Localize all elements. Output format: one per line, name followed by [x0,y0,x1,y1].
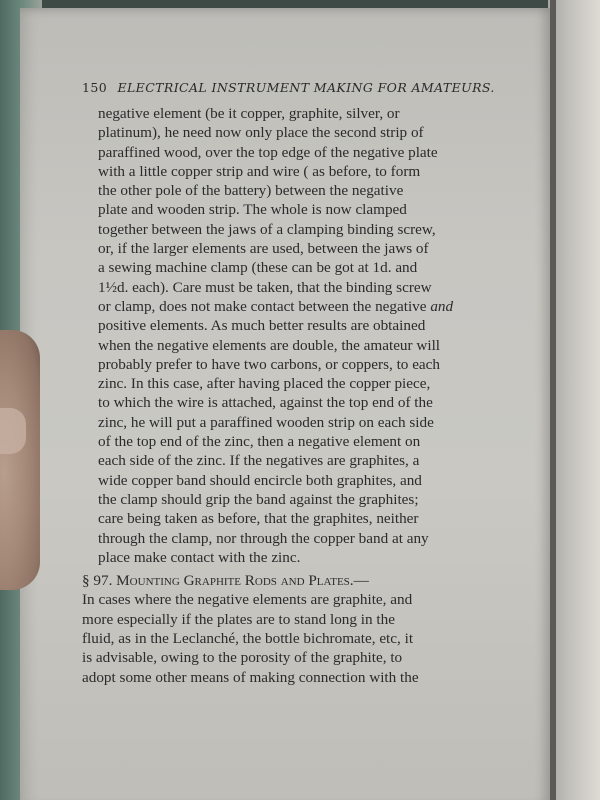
text-line: to which the wire is attached, against the top end of the [98,394,433,412]
text-line: paraffined wood, over the top edge of the negative plate [98,143,438,161]
text-line: through the clamp, nor through the copper band at any [98,529,429,547]
text-line: 1½d. each). Care must be taken, that the binding screw [98,278,432,296]
text-line: a sewing machine clamp (these can be got at 1d. and [98,259,418,277]
section-heading-line [82,571,518,590]
text-line: In cases where the negative elements are graphite, and [82,591,413,609]
text-line: zinc, he will put a paraffined wooden strip on each side [98,413,434,431]
text-line: negative element (be it copper, graphite, silver, or [98,105,400,122]
text-line: is advisable, owing to the porosity of the graphite, to [82,649,403,667]
text-line: place make contact with the zinc. [98,548,301,566]
text-line: probably prefer to have two carbons, or coppers, to each [98,355,441,373]
book-gutter [550,0,556,800]
text-segment: or clamp, does not make contact between the negative [98,297,427,315]
text-line: more especially if the plates are to stand long in the [82,610,395,628]
text-line: platinum), he need now only place the second strip of [98,124,424,142]
page-body [82,104,518,687]
text-line: fluid, as in the Leclanché, the bottle bichromate, etc, it [82,630,414,648]
section-number: § 97. [82,572,113,590]
text-line: each side of the zinc. If the negatives are graphites, a [98,452,420,470]
text-line: when the negative elements are double, the amateur will [98,336,441,354]
page-header [82,80,522,95]
text-line: or, if the larger elements are used, between the jaws of [98,240,429,258]
text-line: wide copper band should encircle both graphites, and [98,471,422,489]
text-line: plate and wooden strip. The whole is now clamped [98,201,407,219]
text-line: adopt some other means of making connection with the [82,668,419,686]
text-line: with a little copper strip and wire ( as before, to form [98,162,421,180]
text-line: of the top end of the zinc, then a negative element on [98,433,421,451]
page-number: 150 [82,80,108,95]
italic-word: and [430,297,454,315]
text-line: positive elements. As much better results are obtained [98,317,426,335]
thumb [0,330,40,590]
text-line: together between the jaws of a clamping binding screw, [98,220,436,238]
text-line: zinc. In this case, after having placed the copper piece, [98,375,431,393]
text-line [98,297,518,316]
running-head: ELECTRICAL INSTRUMENT MAKING FOR AMATEURS. [117,80,495,95]
text-line: care being taken as before, that the graphites, neither [98,510,419,528]
section-title: Mounting Graphite Rods and Plates.— [116,572,369,590]
text-line: the other pole of the battery) between the negative [98,182,404,200]
text-line: the clamp should grip the band against the graphites; [98,490,419,508]
thumbnail-highlight [0,408,26,454]
